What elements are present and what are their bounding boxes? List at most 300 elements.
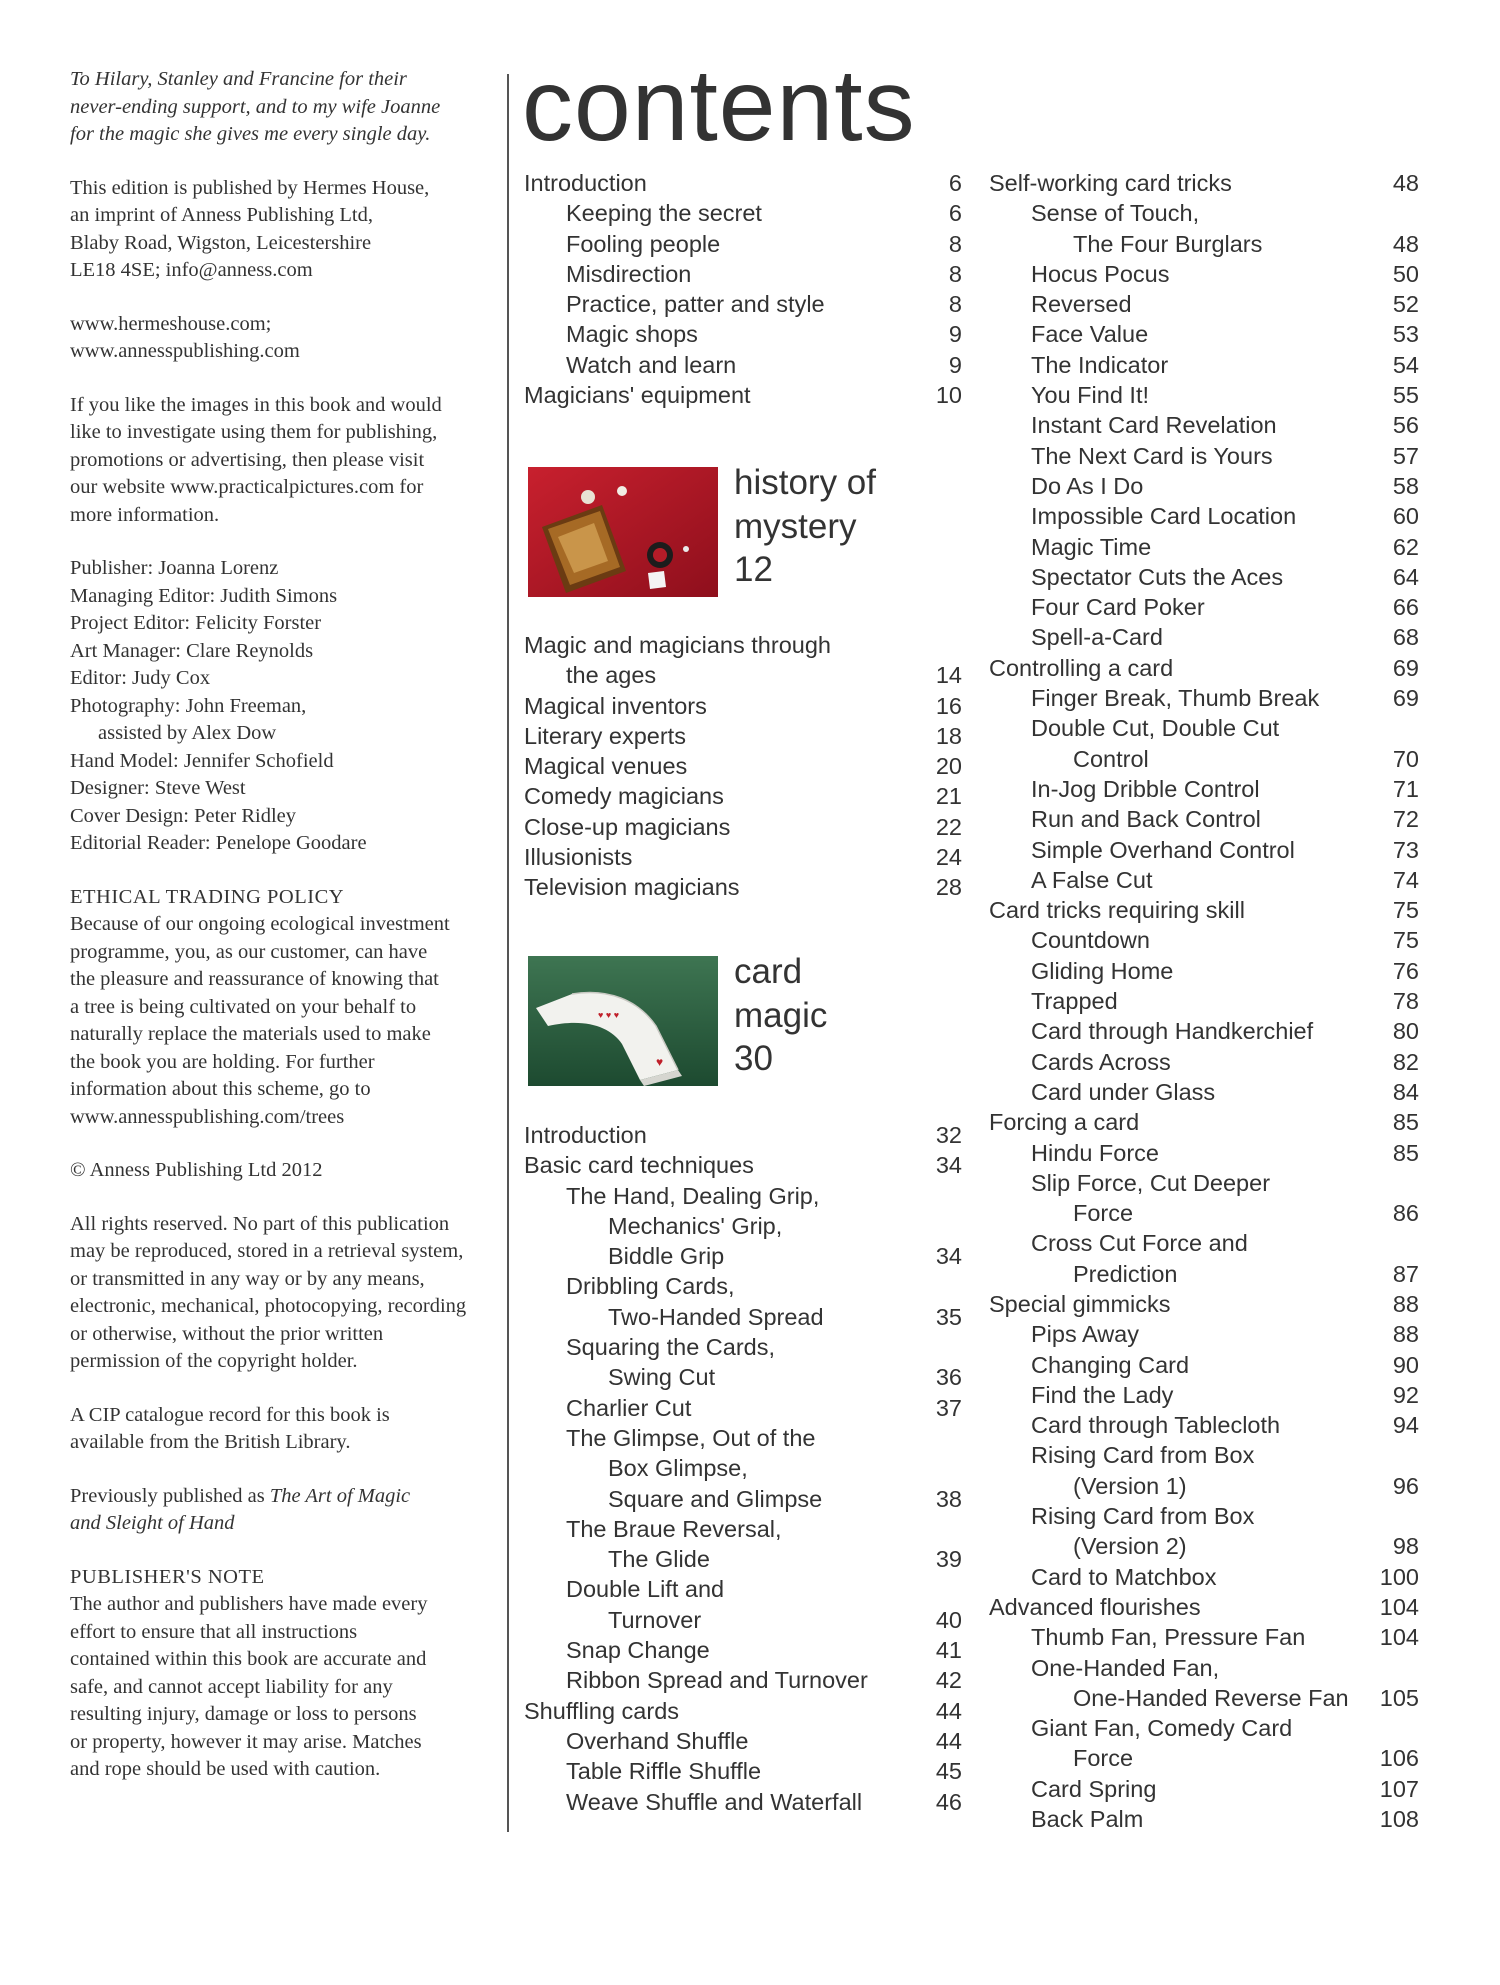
- ethical-line: Because of our ongoing ecological investment: [70, 913, 450, 935]
- toc-page-number: 35: [935, 1303, 962, 1330]
- toc-entry-title: Mechanics' Grip,: [608, 1212, 783, 1239]
- credit-line: Editor: Judy Cox: [70, 667, 211, 689]
- toc-page-number: 45: [935, 1758, 962, 1785]
- toc-entry: [989, 1531, 1419, 1561]
- toc-entry-title: (Version 1): [1073, 1472, 1187, 1499]
- toc-entry: [989, 895, 1419, 925]
- imprint-column: [70, 66, 500, 1810]
- toc-entry: [989, 1410, 1419, 1440]
- toc-page-number: 34: [935, 1243, 962, 1270]
- credit-line: Publisher: Joanna Lorenz: [70, 557, 279, 579]
- toc-entry: [989, 1077, 1419, 1107]
- toc-entry: [524, 198, 962, 228]
- toc-page-number: 73: [1392, 836, 1419, 863]
- toc-entry: [989, 1653, 1419, 1683]
- toc-entry: [524, 1756, 962, 1786]
- toc-page-number: 85: [1392, 1109, 1419, 1136]
- toc-page-number: 71: [1392, 775, 1419, 802]
- toc-entry-title: Thumb Fan, Pressure Fan: [1031, 1624, 1306, 1651]
- toc-entry: [989, 168, 1419, 198]
- toc-page-number: 10: [935, 382, 962, 409]
- toc-entry: [989, 1350, 1419, 1380]
- toc-entry-title: Hindu Force: [1031, 1139, 1159, 1166]
- toc-entry: [989, 804, 1419, 834]
- toc-entry: [989, 1198, 1419, 1228]
- toc-entry: [989, 1622, 1419, 1652]
- svg-text:♥: ♥: [656, 1055, 664, 1069]
- toc-entry-title: Card Spring: [1031, 1775, 1157, 1802]
- toc-entry: [524, 1181, 962, 1211]
- ethical-line: naturally replace the materials used to make: [70, 1023, 431, 1045]
- toc-entry-title: Changing Card: [1031, 1351, 1190, 1378]
- toc-entry: [989, 319, 1419, 349]
- toc-page-number: 69: [1392, 654, 1419, 681]
- toc-entry: [989, 835, 1419, 865]
- toc-entry-title: Fooling people: [566, 230, 721, 257]
- toc-entry-title: Squaring the Cards,: [566, 1334, 776, 1361]
- toc-entry: [989, 441, 1419, 471]
- toc-entry-title: the ages: [566, 662, 657, 689]
- publisher-line: LE18 4SE; info@anness.com: [70, 259, 313, 281]
- dedication-line: To Hilary, Stanley and Francine for their: [70, 68, 407, 90]
- toc-page-number: 100: [1379, 1563, 1419, 1590]
- rights-line: electronic, mechanical, photocopying, recording: [70, 1295, 467, 1317]
- toc-entry-title: Practice, patter and style: [566, 291, 825, 318]
- toc-page-number: 78: [1392, 988, 1419, 1015]
- ethical-policy: [70, 884, 500, 1132]
- toc-entry-title: The Braue Reversal,: [566, 1515, 782, 1542]
- toc-entry-title: Cards Across: [1031, 1048, 1171, 1075]
- cip-line: A CIP catalogue record for this book is: [70, 1403, 390, 1426]
- toc-entry: [524, 812, 962, 842]
- toc-entry-title: The Indicator: [1031, 351, 1169, 378]
- toc-entry: [524, 630, 962, 660]
- toc-page-number: 32: [935, 1122, 962, 1148]
- copyright: [70, 1157, 500, 1185]
- toc-entry-title: Simple Overhand Control: [1031, 836, 1295, 863]
- contents-title: contents: [522, 48, 916, 162]
- credit-line: Art Manager: Clare Reynolds: [70, 639, 314, 662]
- toc-entry: [524, 1696, 962, 1726]
- toc-entry: [524, 1574, 962, 1604]
- toc-entry: [524, 1423, 962, 1453]
- toc-entry: [524, 1726, 962, 1756]
- rights-line: or otherwise, without the prior written: [70, 1322, 384, 1345]
- toc-entry: [524, 168, 962, 198]
- toc-page-number: 8: [948, 260, 962, 287]
- credit-line: Editorial Reader: Penelope Goodare: [70, 832, 367, 854]
- toc-page-number: 62: [1392, 533, 1419, 560]
- toc-entry-title: Table Riffle Shuffle: [566, 1758, 762, 1785]
- toc-entry: [524, 872, 962, 902]
- toc-entry-title: Double Cut, Double Cut: [1031, 715, 1280, 742]
- toc-entry: [989, 229, 1419, 259]
- note-line: effort to ensure that all instructions: [70, 1620, 358, 1643]
- toc-page-number: 80: [1392, 1018, 1419, 1045]
- toc-entry: [524, 319, 962, 349]
- toc-page-number: 96: [1392, 1472, 1419, 1499]
- toc-page-number: 75: [1392, 927, 1419, 954]
- toc-entry: [524, 350, 962, 380]
- toc-entry-title: Gliding Home: [1031, 957, 1174, 984]
- dedication: [70, 66, 500, 149]
- section-title-line: history of: [734, 463, 876, 502]
- toc-page-number: 76: [1392, 957, 1419, 984]
- toc-page-number: 9: [948, 351, 962, 378]
- toc-entry-title: Literary experts: [524, 722, 686, 749]
- toc-entry-title: The Next Card is Yours: [1031, 442, 1273, 469]
- toc-entry: [524, 1271, 962, 1301]
- toc-entry: [989, 592, 1419, 622]
- toc-entry-title: Controlling a card: [989, 654, 1174, 681]
- rights-reserved: [70, 1211, 500, 1376]
- toc-entry-title: Charlier Cut: [566, 1394, 692, 1421]
- toc-page-number: 22: [935, 813, 962, 840]
- toc-entry-title: Spectator Cuts the Aces: [1031, 563, 1284, 590]
- toc-history-list: [524, 630, 962, 903]
- toc-entry-title: Back Palm: [1031, 1806, 1144, 1833]
- toc-entry-title: One-Handed Reverse Fan: [1073, 1684, 1349, 1711]
- section-page-number: 12: [734, 550, 773, 589]
- toc-page-number: 14: [935, 662, 962, 689]
- toc-right-list: [989, 168, 1419, 1834]
- toc-page-number: 8: [948, 230, 962, 257]
- toc-entry: [524, 1605, 962, 1635]
- toc-page-number: 87: [1392, 1260, 1419, 1287]
- toc-entry: [989, 259, 1419, 289]
- ethical-heading: ETHICAL TRADING POLICY: [70, 885, 345, 908]
- toc-entry-title: The Hand, Dealing Grip,: [566, 1182, 820, 1209]
- ethical-line: the book you are holding. For further: [70, 1050, 375, 1073]
- toc-entry-title: Turnover: [608, 1606, 702, 1633]
- credit-line: Designer: Steve West: [70, 777, 246, 799]
- publisher-line: Blaby Road, Wigston, Leicestershire: [70, 231, 372, 254]
- toc-entry: [989, 1743, 1419, 1773]
- card-section-title: [734, 950, 827, 1081]
- toc-entry-title: Countdown: [1031, 927, 1150, 954]
- toc-page-number: 66: [1392, 594, 1419, 621]
- toc-entry-title: Sense of Touch,: [1031, 200, 1200, 227]
- toc-entry-title: Dribbling Cards,: [566, 1273, 735, 1300]
- toc-entry: [989, 532, 1419, 562]
- toc-page-number: 39: [935, 1546, 962, 1573]
- toc-page-number: 57: [1392, 442, 1419, 469]
- toc-page-number: 16: [935, 692, 962, 719]
- toc-entry-title: Force: [1073, 1745, 1134, 1772]
- toc-page-number: 88: [1392, 1321, 1419, 1348]
- dedication-line: for the magic she gives me every single day.: [70, 123, 431, 145]
- note-line: The author and publishers have made every: [70, 1593, 428, 1615]
- toc-entry-title: Biddle Grip: [608, 1243, 725, 1270]
- section-title-line: magic: [734, 995, 828, 1035]
- images-note-line: more information.: [70, 503, 220, 526]
- previously-line: [70, 1510, 500, 1538]
- toc-page-number: 36: [935, 1364, 962, 1391]
- card-photo: [528, 956, 718, 1086]
- credit-line: assisted by Alex Dow: [98, 722, 277, 744]
- toc-entry-title: You Find It!: [1031, 382, 1150, 409]
- publisher-line: This edition is published by Hermes House,: [70, 176, 430, 199]
- toc-entry-title: Watch and learn: [566, 351, 737, 378]
- websites: [70, 311, 500, 366]
- toc-entry: [989, 986, 1419, 1016]
- toc-entry-title: Instant Card Revelation: [1031, 412, 1277, 439]
- toc-entry-title: Card tricks requiring skill: [989, 897, 1245, 924]
- toc-entry-title: Spell-a-Card: [1031, 624, 1163, 651]
- toc-page-number: 24: [935, 844, 962, 871]
- toc-entry-title: Cross Cut Force and: [1031, 1230, 1248, 1257]
- toc-page-number: 18: [935, 722, 962, 749]
- ethical-line: programme, you, as our customer, can have: [70, 940, 428, 963]
- toc-entry: [989, 1107, 1419, 1137]
- credits: [70, 555, 500, 858]
- toc-entry: [989, 1804, 1419, 1834]
- toc-page-number: 50: [1392, 260, 1419, 287]
- ethical-line: www.annesspublishing.com/trees: [70, 1105, 345, 1128]
- toc-page-number: 20: [935, 753, 962, 780]
- toc-page-number: 56: [1392, 412, 1419, 439]
- rights-line: or transmitted in any way or by any means,: [70, 1267, 425, 1290]
- toc-entry-title: Forcing a card: [989, 1109, 1140, 1136]
- toc-entry: [524, 380, 962, 410]
- previously-prefix: Previously published as: [70, 1484, 270, 1507]
- toc-entry-title: Impossible Card Location: [1031, 503, 1297, 530]
- toc-page-number: 64: [1392, 563, 1419, 590]
- toc-entry-title: Rising Card from Box: [1031, 1503, 1255, 1530]
- toc-entry: [524, 1150, 962, 1180]
- note-line: safe, and cannot accept liability for any: [70, 1675, 393, 1698]
- toc-entry: [989, 350, 1419, 380]
- history-photo: [528, 467, 718, 597]
- toc-entry: [524, 1514, 962, 1544]
- toc-entry-title: Advanced flourishes: [989, 1593, 1201, 1620]
- toc-entry-title: In-Jog Dribble Control: [1031, 775, 1260, 802]
- history-section-title: [734, 461, 876, 592]
- toc-page-number: 48: [1392, 170, 1419, 196]
- website-link[interactable]: www.annesspublishing.com: [70, 340, 300, 362]
- toc-page-number: 105: [1379, 1684, 1419, 1711]
- toc-entry-title: Introduction: [524, 1122, 647, 1148]
- toc-entry-title: Keeping the secret: [566, 200, 762, 227]
- toc-page-number: 104: [1379, 1593, 1419, 1620]
- toc-entry-title: Hocus Pocus: [1031, 260, 1170, 287]
- toc-entry: [524, 1393, 962, 1423]
- toc-entry: [524, 721, 962, 751]
- toc-intro-list: [524, 168, 962, 410]
- toc-entry: [524, 229, 962, 259]
- credit-line: Managing Editor: Judith Simons: [70, 584, 338, 607]
- toc-entry: [524, 751, 962, 781]
- toc-entry: [524, 781, 962, 811]
- toc-entry: [524, 1362, 962, 1392]
- toc-entry-title: Magic and magicians through: [524, 632, 831, 658]
- toc-entry-title: Snap Change: [566, 1637, 710, 1664]
- toc-entry: [989, 956, 1419, 986]
- toc-entry-title: Ribbon Spread and Turnover: [566, 1667, 868, 1694]
- toc-entry-title: Misdirection: [566, 260, 692, 287]
- toc-entry-title: Self-working card tricks: [989, 170, 1232, 196]
- toc-entry-title: Overhand Shuffle: [566, 1727, 749, 1754]
- toc-entry: [989, 1774, 1419, 1804]
- toc-entry: [989, 713, 1419, 743]
- toc-entry-title: Magic Time: [1031, 533, 1152, 560]
- toc-entry: [989, 1047, 1419, 1077]
- publisher-info: [70, 175, 500, 285]
- column-divider: [507, 74, 509, 1832]
- toc-entry: [524, 1635, 962, 1665]
- ethical-line: the pleasure and reassurance of knowing that: [70, 968, 439, 990]
- previous-title-part: and Sleight of Hand: [70, 1512, 235, 1534]
- toc-entry-title: Magic shops: [566, 321, 698, 348]
- toc-entry: [989, 1168, 1419, 1198]
- toc-entry-title: Illusionists: [524, 844, 633, 871]
- toc-entry: [524, 1211, 962, 1241]
- rights-line: All rights reserved. No part of this publication: [70, 1212, 450, 1235]
- toc-entry-title: A False Cut: [1031, 866, 1153, 893]
- toc-page-number: 90: [1392, 1351, 1419, 1378]
- toc-entry: [989, 1592, 1419, 1622]
- toc-entry: [524, 289, 962, 319]
- toc-page-number: 28: [935, 874, 962, 901]
- toc-entry: [989, 198, 1419, 228]
- section-title-line: mystery: [734, 506, 857, 546]
- toc-page-number: 9: [948, 321, 962, 348]
- toc-entry: [989, 1138, 1419, 1168]
- toc-entry: [989, 865, 1419, 895]
- toc-entry: [524, 259, 962, 289]
- images-note: [70, 392, 500, 530]
- toc-entry-title: Basic card techniques: [524, 1152, 754, 1179]
- toc-entry: [989, 683, 1419, 713]
- credit-line: Photography: John Freeman,: [70, 694, 307, 717]
- toc-page-number: 46: [935, 1788, 962, 1815]
- toc-entry: [989, 410, 1419, 440]
- toc-entry: [524, 660, 962, 690]
- toc-entry-title: Card under Glass: [1031, 1078, 1216, 1105]
- toc-entry-title: Rising Card from Box: [1031, 1442, 1255, 1469]
- toc-entry-title: Do As I Do: [1031, 472, 1144, 499]
- rights-line: permission of the copyright holder.: [70, 1350, 358, 1372]
- toc-page-number: 84: [1392, 1078, 1419, 1105]
- toc-entry: [989, 1380, 1419, 1410]
- ethical-line: a tree is being cultivated on your behalf to: [70, 995, 417, 1018]
- cip-line: available from the British Library.: [70, 1431, 351, 1453]
- toc-entry-title: Find the Lady: [1031, 1381, 1174, 1408]
- images-note-line: our website www.practicalpictures.com for: [70, 476, 424, 498]
- toc-page-number: 107: [1379, 1775, 1419, 1802]
- card-photo-image: [528, 956, 718, 1086]
- toc-card-list: [524, 1120, 962, 1817]
- credit-line: Project Editor: Felicity Forster: [70, 612, 322, 634]
- toc-entry: [524, 1302, 962, 1332]
- toc-entry: [989, 1471, 1419, 1501]
- toc-entry-title: Finger Break, Thumb Break: [1031, 685, 1320, 712]
- toc-entry-title: Square and Glimpse: [608, 1485, 823, 1512]
- section-title-line: card: [734, 952, 803, 991]
- toc-entry-title: Force: [1073, 1200, 1134, 1227]
- note-line: resulting injury, damage or loss to persons: [70, 1703, 417, 1725]
- toc-entry: [524, 1332, 962, 1362]
- toc-entry-title: Slip Force, Cut Deeper: [1031, 1169, 1271, 1196]
- toc-page-number: 21: [935, 783, 962, 810]
- toc-entry-title: Prediction: [1073, 1260, 1178, 1287]
- toc-page-number: 38: [935, 1485, 962, 1512]
- svg-text:♥ ♥ ♥: ♥ ♥ ♥: [598, 1010, 620, 1020]
- toc-page-number: 92: [1392, 1381, 1419, 1408]
- toc-page-number: 98: [1392, 1533, 1419, 1560]
- toc-page-number: 106: [1379, 1745, 1419, 1772]
- toc-page-number: 6: [948, 200, 962, 227]
- toc-entry-title: The Four Burglars: [1073, 230, 1263, 257]
- toc-entry-title: Card through Handkerchief: [1031, 1018, 1314, 1045]
- toc-entry: [989, 1562, 1419, 1592]
- toc-entry-title: Control: [1073, 745, 1149, 772]
- website-link[interactable]: www.hermeshouse.com;: [70, 312, 272, 335]
- toc-entry: [524, 1484, 962, 1514]
- toc-page-number: 94: [1392, 1412, 1419, 1439]
- toc-entry-title: Introduction: [524, 170, 647, 196]
- rights-line: may be reproduced, stored in a retrieval system,: [70, 1240, 464, 1262]
- toc-page-number: 42: [935, 1667, 962, 1694]
- previously-published: [70, 1483, 500, 1538]
- toc-page-number: 53: [1392, 321, 1419, 348]
- publishers-note: [70, 1564, 500, 1784]
- cip-record: [70, 1402, 500, 1457]
- toc-entry-title: Special gimmicks: [989, 1290, 1171, 1317]
- toc-page-number: 104: [1379, 1624, 1419, 1651]
- dedication-line: never-ending support, and to my wife Joanne: [70, 95, 441, 118]
- toc-page-number: 55: [1392, 382, 1419, 409]
- toc-page-number: 44: [935, 1697, 962, 1724]
- copyright-line: © Anness Publishing Ltd 2012: [70, 1159, 323, 1181]
- credit-line: Hand Model: Jennifer Schofield: [70, 749, 334, 772]
- toc-page-number: 48: [1392, 230, 1419, 257]
- toc-entry-title: Run and Back Control: [1031, 806, 1261, 833]
- credit-line: Cover Design: Peter Ridley: [70, 804, 297, 827]
- toc-entry: [989, 1683, 1419, 1713]
- toc-entry-title: Swing Cut: [608, 1364, 716, 1391]
- toc-entry-title: Card to Matchbox: [1031, 1563, 1217, 1590]
- toc-page-number: 82: [1392, 1048, 1419, 1075]
- toc-entry-title: Weave Shuffle and Waterfall: [566, 1788, 863, 1815]
- toc-entry: [524, 1787, 962, 1817]
- toc-page-number: 54: [1392, 351, 1419, 378]
- toc-page-number: 69: [1392, 685, 1419, 712]
- toc-entry-title: Card through Tablecloth: [1031, 1412, 1281, 1439]
- toc-page-number: 88: [1392, 1290, 1419, 1317]
- toc-entry-title: Face Value: [1031, 321, 1149, 348]
- toc-page-number: 72: [1392, 806, 1419, 833]
- toc-entry: [989, 774, 1419, 804]
- toc-page-number: 40: [935, 1606, 962, 1633]
- toc-entry-title: (Version 2): [1073, 1533, 1187, 1560]
- toc-page-number: 41: [935, 1637, 962, 1664]
- previous-title-part: The Art of Magic: [269, 1484, 411, 1507]
- toc-entry: [524, 691, 962, 721]
- toc-page-number: 68: [1392, 624, 1419, 651]
- toc-entry-title: Magical venues: [524, 753, 688, 780]
- toc-page-number: 74: [1392, 866, 1419, 893]
- images-note-line: If you like the images in this book and would: [70, 393, 442, 416]
- toc-entry: [989, 622, 1419, 652]
- toc-entry: [989, 1440, 1419, 1470]
- toc-entry: [524, 1453, 962, 1483]
- toc-entry: [989, 744, 1419, 774]
- toc-entry-title: Trapped: [1031, 988, 1118, 1015]
- toc-page-number: 37: [935, 1394, 962, 1421]
- toc-entry: [989, 1501, 1419, 1531]
- toc-entry: [989, 925, 1419, 955]
